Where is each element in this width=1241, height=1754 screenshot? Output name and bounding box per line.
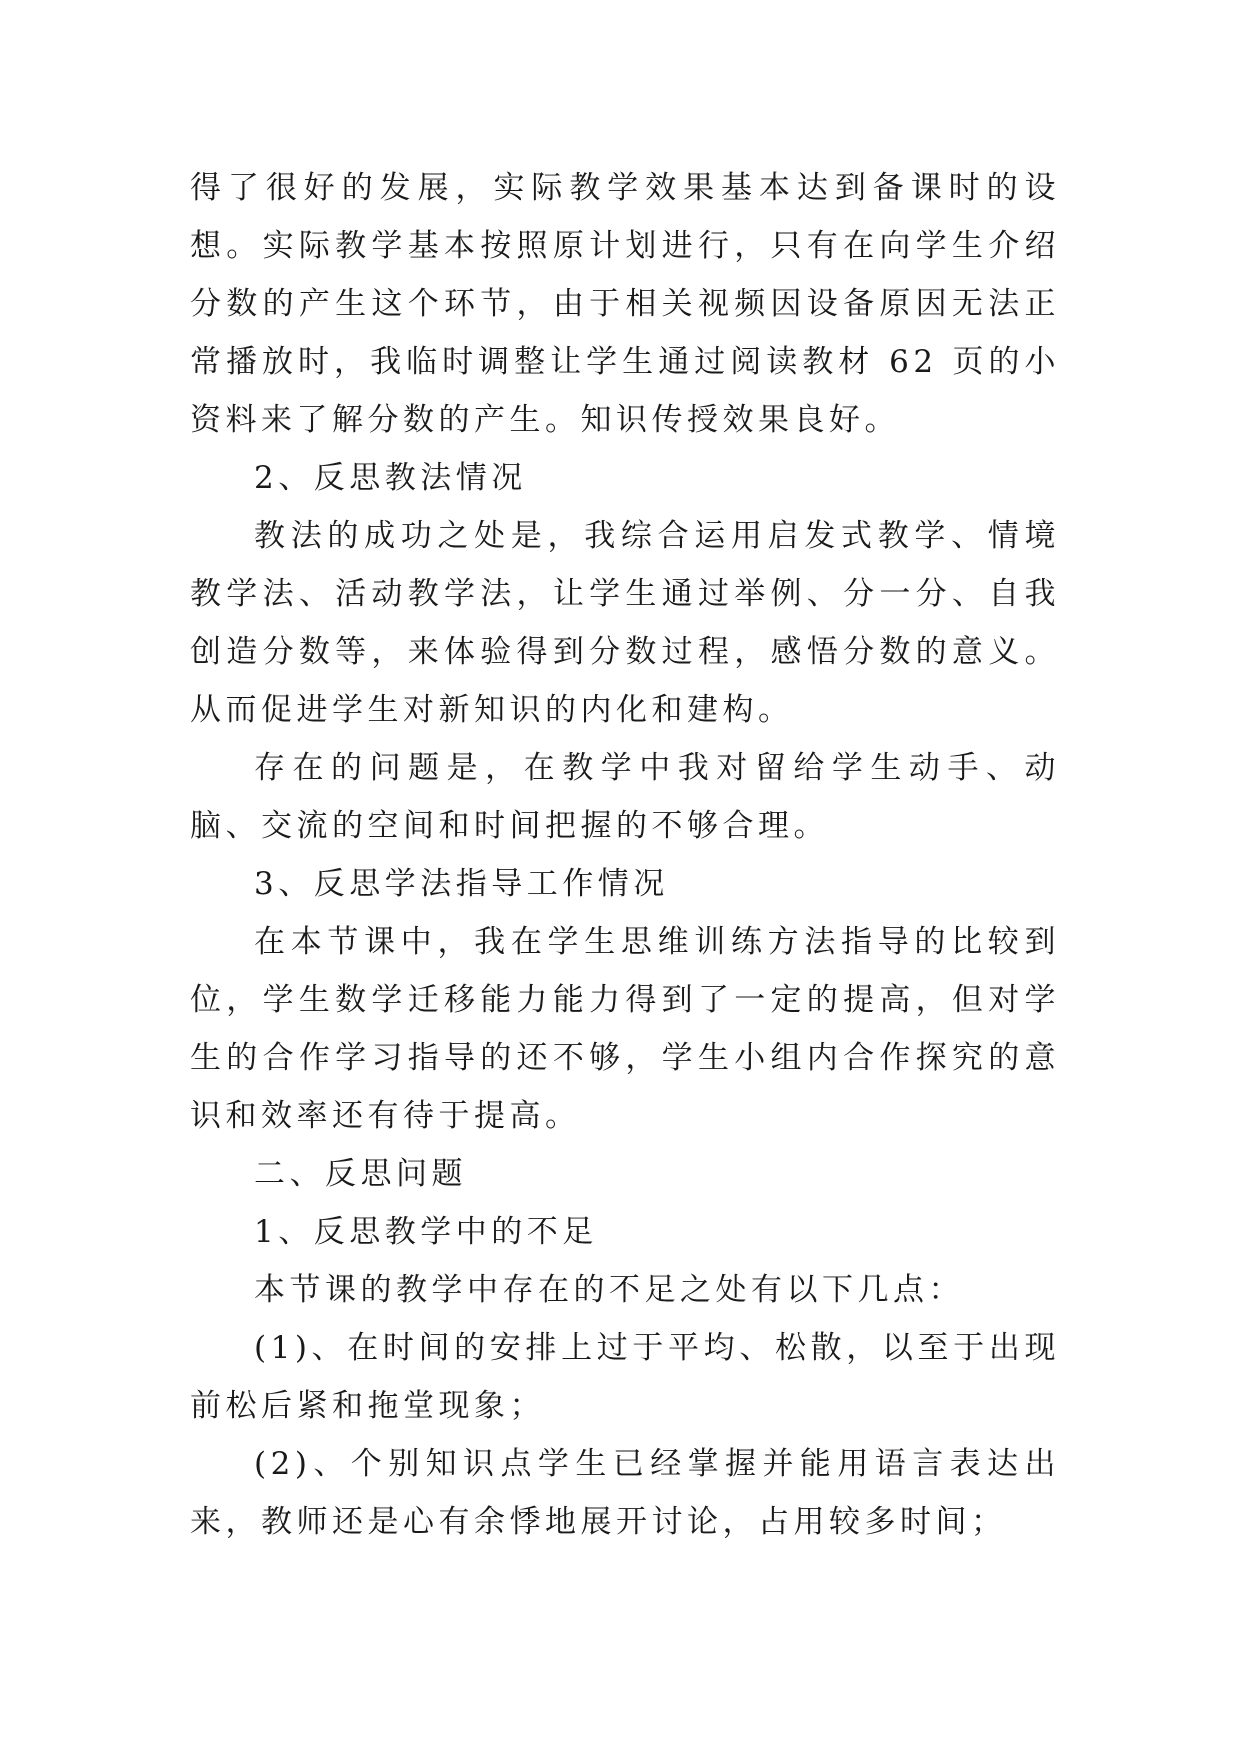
document-body (190, 159, 1060, 1551)
section-heading-learning-guidance: 3、反思学法指导工作情况 (254, 866, 669, 902)
section-heading-teaching-methods: 2、反思教法情况 (254, 460, 527, 496)
body-paragraph: 本节课的教学中存在的不足之处有以下几点： (254, 1272, 964, 1308)
body-paragraph: 教法的成功之处是，我综合运用启发式教学、情境教学法、活动教学法，让学生通过举例、分一分、自我创造分数等，来体验得到分数过程，感悟分数的意义。从而促进学生对新知识的内化和建构。 (190, 518, 1060, 728)
list-item: (1)、在时间的安排上过于平均、松散，以至于出现前松后紧和拖堂现象； (190, 1330, 1060, 1424)
section-heading-shortcomings: 1、反思教学中的不足 (254, 1214, 598, 1250)
body-paragraph: 得了很好的发展，实际教学效果基本达到备课时的设想。实际教学基本按照原计划进行，只有在向学生介绍分数的产生这个环节，由于相关视频因设备原因无法正常播放时，我临时调整让学生通过阅读教材 62 页的小资料来了解分数的产生。知识传授效果良好。 (190, 170, 1060, 438)
body-paragraph: 在本节课中，我在学生思维训练方法指导的比较到位，学生数学迁移能力能力得到了一定的提高，但对学生的合作学习指导的还不够，学生小组内合作探究的意识和效率还有待于提高。 (190, 924, 1060, 1134)
list-item: (2)、个别知识点学生已经掌握并能用语言表达出来，教师还是心有余悸地展开讨论，占用较多时间； (190, 1446, 1060, 1540)
section-heading-reflect-problems: 二、反思问题 (254, 1156, 467, 1192)
body-paragraph: 存在的问题是，在教学中我对留给学生动手、动脑、交流的空间和时间把握的不够合理。 (190, 750, 1060, 844)
